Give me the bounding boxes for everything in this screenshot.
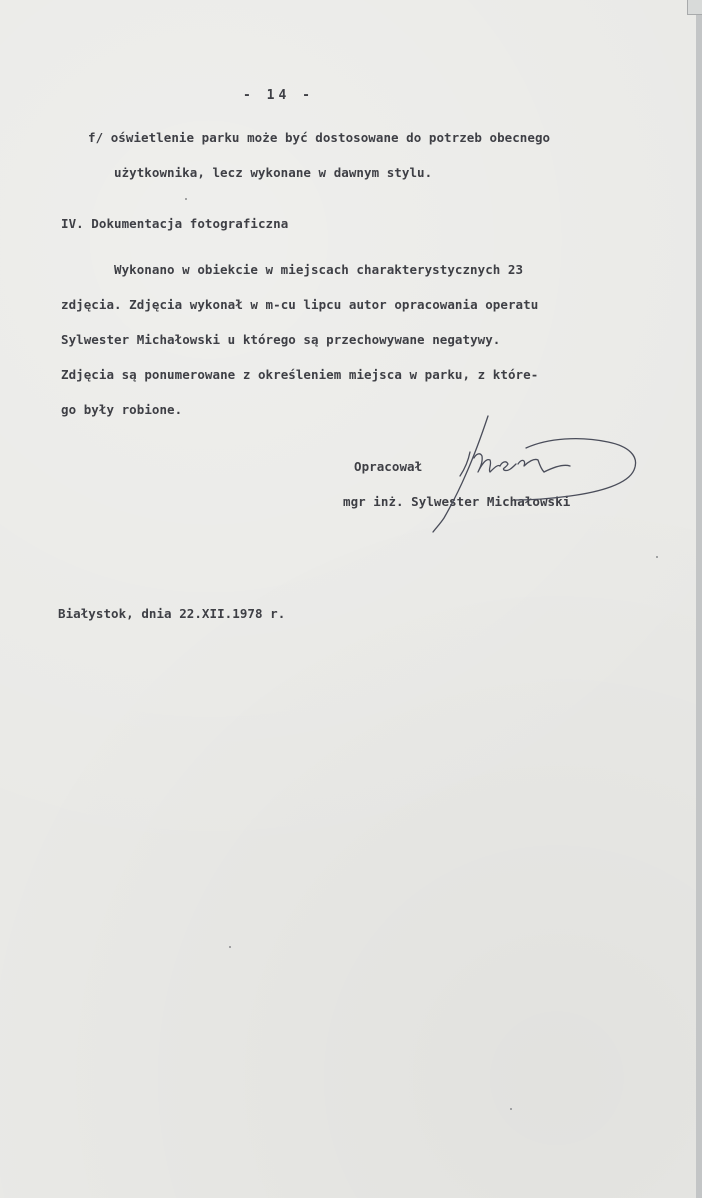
paper-speck [656,556,658,558]
page-edge [696,0,702,1198]
handwritten-signature [430,414,645,534]
paper-speck [229,946,231,948]
paragraph-line: go były robione. [61,402,183,417]
paragraph-line: Zdjęcia są ponumerowane z określeniem miejsca w parku, z które- [61,367,539,382]
item-f-line-1: f/ oświetlenie parku może być dostosowane do potrzeb obecnego [88,130,551,145]
paragraph-line: zdjęcia. Zdjęcia wykonał w m-cu lipcu autor opracowania operatu [61,297,539,312]
signature-name: mgr inż. Sylwester Michałowski [343,494,571,509]
page-number: - 14 - [243,88,314,103]
place-and-date: Białystok, dnia 22.XII.1978 r. [58,606,286,621]
paragraph-line: Wykonano w obiekcie w miejscach charakterystycznych 23 [114,262,524,277]
paragraph-line: Sylwester Michałowski u którego są przechowywane negatywy. [61,332,501,347]
signature-label: Opracował [354,459,423,474]
paper-speck [185,198,187,200]
section-heading: IV. Dokumentacja fotograficzna [61,216,289,231]
paper-speck [510,1108,512,1110]
item-f-line-2: użytkownika, lecz wykonane w dawnym stylu. [114,165,433,180]
corner-mark [687,0,702,15]
